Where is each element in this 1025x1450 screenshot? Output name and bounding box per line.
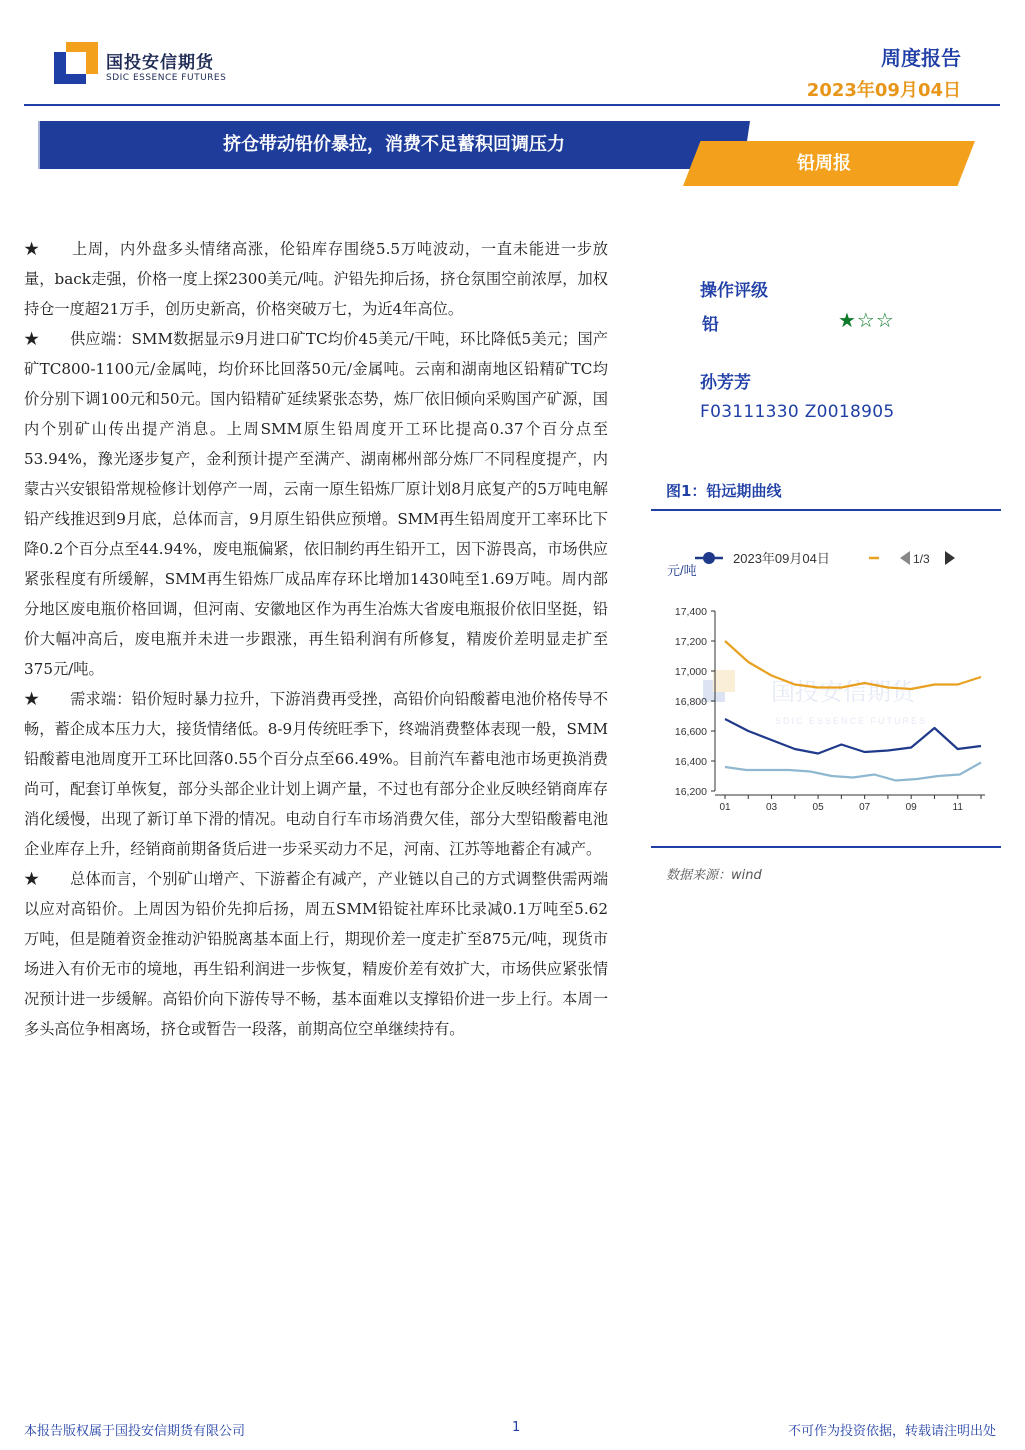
chart-legend [695,551,955,566]
company-logo [54,42,254,92]
x-tick-label: 03 [765,802,778,813]
report-tag: 铅周报 [797,153,851,174]
x-tick-label: 05 [812,802,824,813]
footer-disclaimer: 不可作为投资依据，转载请注明出处 [787,1424,996,1439]
y-tick-label: 16,400 [674,756,707,768]
y-tick-label: 16,600 [674,726,707,738]
y-tick-label: 17,400 [674,606,707,618]
header-divider [24,104,1000,106]
figure-bottom-rule [651,846,1001,848]
y-axis-unit: 元/吨 [667,563,697,578]
series-line-3 [725,763,981,781]
paragraph-supply: ★ 供应端：SMM数据显示9月进口矿TC均价45美元/干吨，环比降低5美元；国产矿TC800-1100元/金属吨，均价环比回落50元/金属吨。云南和湖南地区铅精矿TC均价分别下调100元和50元。国内铅精矿延续紧张态势，炼厂依旧倾向采购国产矿源，国内个别矿山传出提产消息。上周SMM原生铅周度开工环比提高0.37个百分点至53.94%，豫光逐步复产，金利预计提产至满产、湖南郴州部分炼厂不同程度提产，内蒙古兴安银铅常规检修计划停产一周，云南一原生铅炼厂原计划8月底复产的5万吨电解铅产线推迟到9月底，总体而言，9月原生铅供应预增。SMM再生铅周度开工率环比下降0.2个百分点至44.94%，废电瓶偏紧，依旧制约再生铅开工，因下游畏高，市场供应紧张程度有所缓解，SMM再生铅炼厂成品库存环比增加1430吨至1.69万吨。周内部分地区废电瓶价格回调，但河南、安徽地区作为再生冶炼大省废电瓶报价依旧坚挺，铅价大幅冲高后，废电瓶并未进一步跟涨，再生铅利润有所修复，精废价差明显走扩至375元/吨。 [24,330,608,678]
rating-stars-icon: ★☆☆ [838,308,895,332]
x-tick-label: 07 [859,802,871,813]
legend-next-icon[interactable] [945,551,955,565]
y-tick-label: 16,800 [674,696,707,708]
report-type: 周度报告 [881,46,961,70]
rating-commodity: 铅 [702,315,719,335]
logo-mark-icon [54,42,98,84]
report-title: 挤仓带动铅价暴拉，消费不足蓄积回调压力 [223,134,565,155]
watermark-text-cn: 国投安信期货 [771,679,915,706]
chart-series [725,641,981,781]
main-content [24,234,608,1044]
logo-text-cn: 国投安信期货 [106,53,214,73]
legend-marker-icon [703,552,715,564]
legend-prev-icon[interactable] [900,551,910,565]
figure-top-rule [651,509,1001,511]
paragraph-demand: ★ 需求端：铅价短时暴力拉升，下游消费再受挫，高铅价向铅酸蓄电池价格传导不畅，蓄企成本压力大，接货情绪低。8-9月传统旺季下，终端消费整体表现一般，SMM铅酸蓄电池周度开工环比回落0.55个百分点至66.49%。目前汽车蓄电池市场更换消费尚可，配套订单恢复，部分头部企业计划上调产量，不过也有部分企业反映经销商库存消化缓慢，出现了新订单下滑的情况。电动自行车市场消费欠佳，部分大型铅酸蓄电池企业库存上升，经销商前期备货后进一步采买动力不足，河南、江苏等地蓄企有减产。 [24,690,608,858]
y-tick-label: 17,000 [674,666,707,678]
x-tick-label: 11 [952,802,963,813]
report-date: 2023年09月04日 [806,80,961,101]
figure-title: 图1：铅远期曲线 [666,482,782,500]
chart-watermark [703,670,927,726]
analyst-name: 孙芳芳 [700,373,751,393]
data-source: 数据来源：wind [666,868,762,883]
legend-series1-label: 2023年09月04日 [733,551,830,566]
legend-pager: 1/3 [913,552,930,566]
x-axis [715,795,985,813]
forward-curve-chart [651,520,1001,840]
watermark-text-en: SDIC ESSENCE FUTURES [775,716,928,726]
page-number: 1 [512,1420,521,1435]
paragraph-conclusion: ★ 总体而言，个别矿山增产、下游蓄企有减产，产业链以自己的方式调整供需两端以应对高铅价。上周因为铅价先抑后扬，周五SMM铅锭社库环比录减0.1万吨至5.62万吨，但是随着资金推动沪铅脱离基本面上行，期现价差一度走扩至875元/吨，现货市场进入有价无市的境地，再生铅利润进一步恢复，精废价差有效扩大，市场供应紧张情况预计进一步缓解。高铅价向下游传导不畅，基本面难以支撑铅价进一步上行。本周一多头高位争相离场，挤仓或暂告一段落，前期高位空单继续持有。 [24,870,608,1038]
y-tick-label: 16,200 [674,786,707,798]
x-tick-label: 09 [905,802,917,813]
x-tick-label: 01 [719,802,731,813]
rating-title: 操作评级 [700,281,768,301]
footer-copyright: 本报告版权属于国投安信期货有限公司 [24,1424,246,1439]
paragraph-summary: ★ 上周，内外盘多头情绪高涨，伦铅库存围绕5.5万吨波动，一直未能进一步放量，back走强，价格一度上探2300美元/吨。沪铅先抑后扬，挤仓氛围空前浓厚，加权持仓一度超21万手，创历史新高，价格突破万七，为近4年高位。 [24,240,608,318]
logo-text-en: SDIC ESSENCE FUTURES [106,73,227,83]
y-tick-label: 17,200 [674,636,707,648]
analyst-license-ids: F03111330 Z0018905 [700,402,895,422]
